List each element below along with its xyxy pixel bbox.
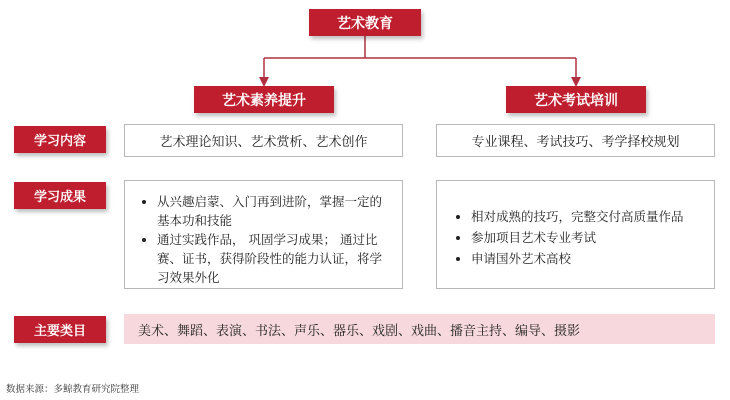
list-item: • 从兴趣启蒙、入门再到进阶，掌握一定的基本功和技能 (157, 192, 390, 230)
learning-content-right-text: 专业课程、考试技巧、考学择校规划 (471, 135, 680, 150)
row-label-text: 学习成果 (33, 190, 86, 205)
list-item: • 相对成熟的技巧，完整交付高质量作品 (471, 206, 704, 227)
root-node-label: 艺术教育 (337, 15, 393, 32)
list-item: • 参加项目艺术专业考试 (471, 227, 704, 248)
learning-results-right-list (453, 206, 704, 269)
list-item: • 通过实践作品， 巩固学习成果； 通过比赛、证书，获得阶段性的能力认证，将学习效果外化 (157, 230, 390, 287)
learning-results-right-box (436, 180, 715, 289)
branch-node-art-literacy (194, 86, 334, 113)
data-source-text: 数据来源：多鲸教育研究院整理 (6, 384, 140, 395)
data-source-note (6, 381, 139, 395)
learning-content-left-text: 艺术理论知识、艺术赏析、艺术创作 (159, 135, 368, 150)
branch-node-label: 艺术考试培训 (534, 92, 618, 109)
row-label-text: 主要类目 (33, 324, 86, 339)
row-label-learning-content (14, 126, 106, 153)
root-node (309, 9, 421, 36)
row-label-text: 学习内容 (33, 134, 86, 149)
learning-results-left-list (139, 192, 390, 287)
learning-results-left-box (124, 180, 403, 289)
branch-node-exam-training (506, 86, 646, 113)
main-categories-bar (124, 314, 715, 344)
main-categories-text: 美术、舞蹈、表演、书法、声乐、器乐、戏剧、戏曲、播音主持、编导、摄影 (138, 323, 581, 339)
row-label-learning-results (14, 182, 106, 209)
list-item: • 申请国外艺术高校 (471, 248, 704, 269)
row-label-main-categories (14, 316, 106, 343)
learning-content-right-box (436, 124, 715, 157)
learning-content-left-box (124, 124, 403, 157)
branch-node-label: 艺术素养提升 (222, 92, 306, 109)
